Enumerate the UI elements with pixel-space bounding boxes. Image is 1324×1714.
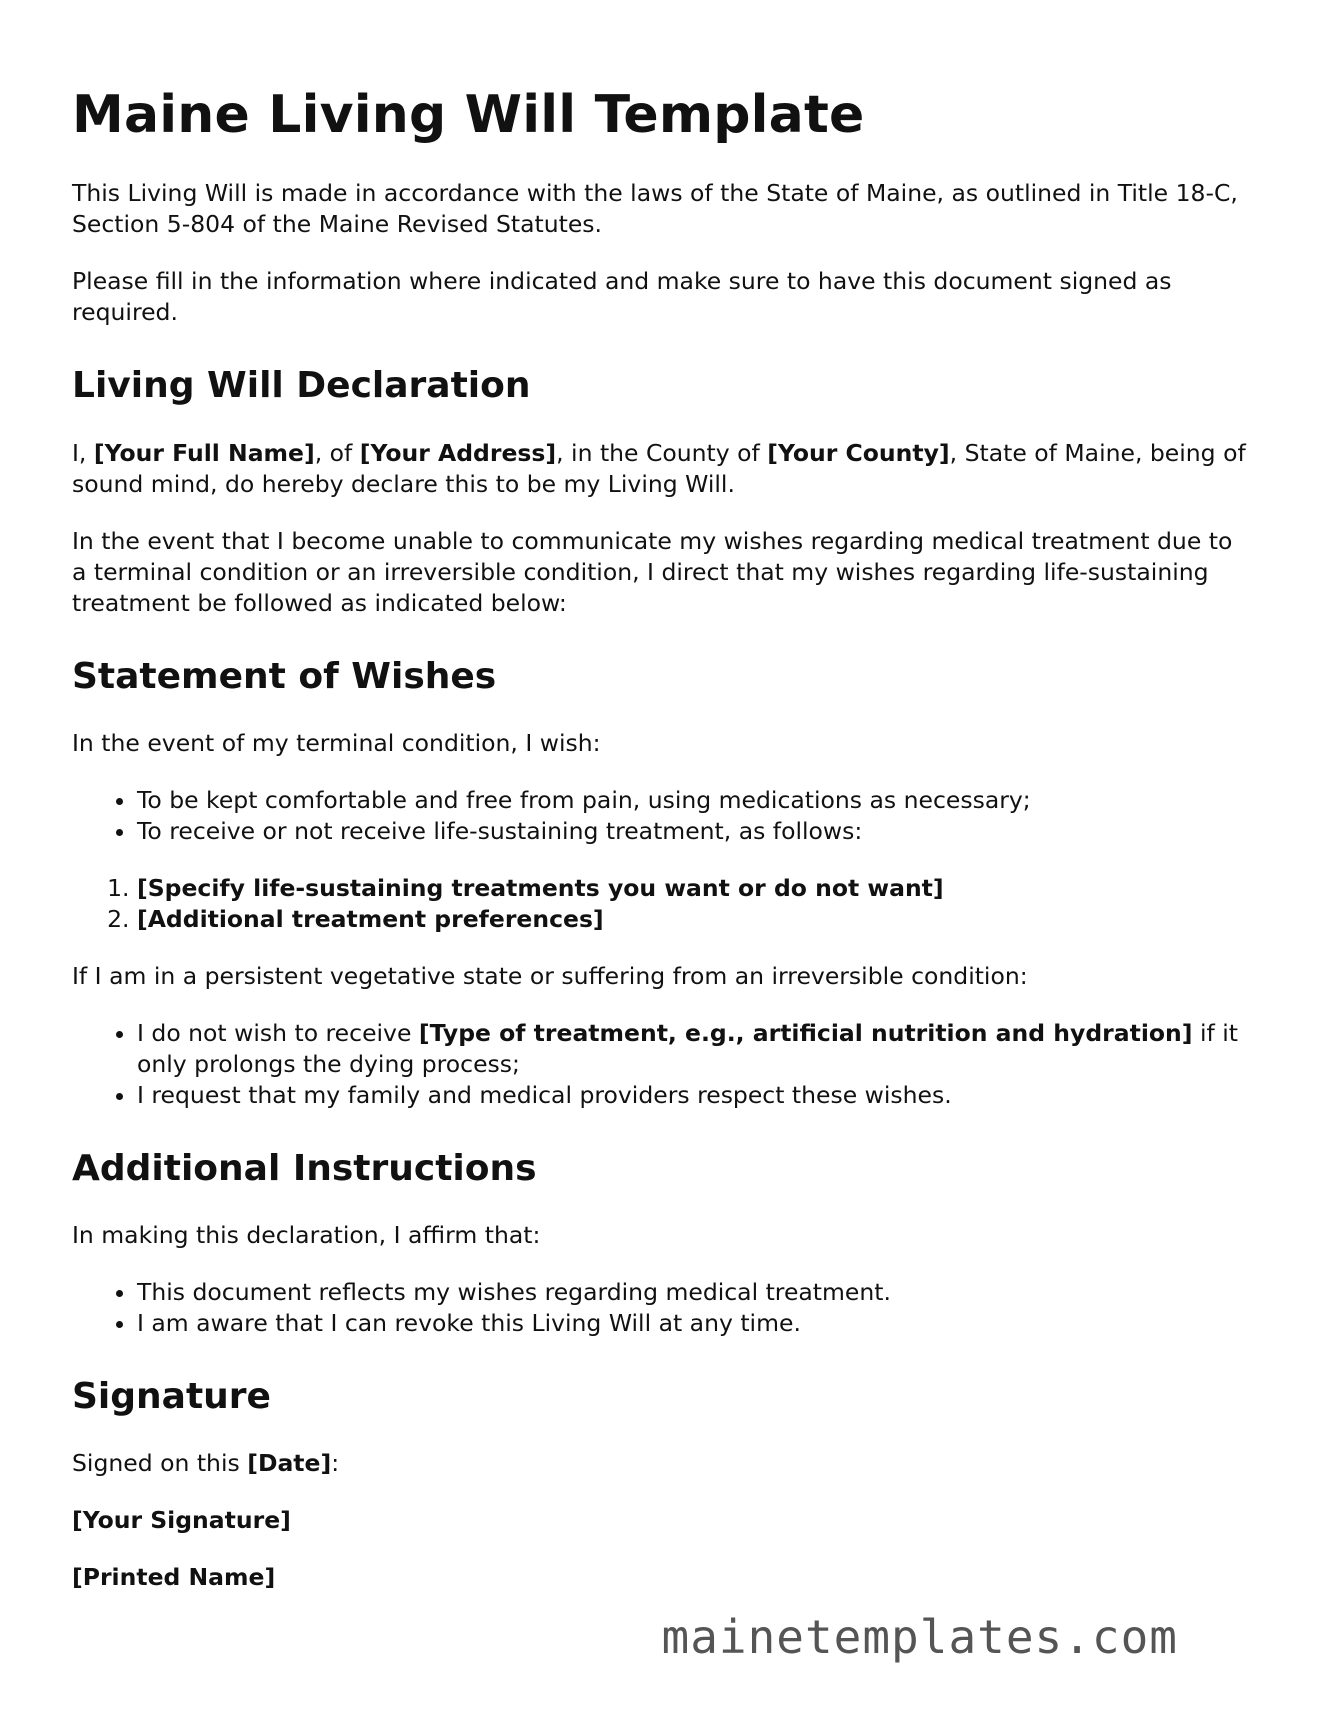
- list-item: [137, 1018, 1252, 1080]
- wishes-heading: Statement of Wishes: [72, 655, 497, 697]
- county-field: [Your County]: [767, 438, 950, 467]
- list-item: • I am aware that I can revoke this Living Will at any time.: [137, 1308, 1252, 1339]
- signed-on-text: Signed on this: [72, 1449, 248, 1478]
- treatment-preferences-field: [Additional treatment preferences]: [137, 904, 604, 933]
- treatment-field: [Specify life-sustaining treatments you want or do not want]: [137, 873, 944, 902]
- signature-field: [Your Signature]: [72, 1506, 291, 1535]
- list-item: • To be kept comfortable and free from pain, using medications as necessary;: [137, 785, 1252, 816]
- date-field: [Date]: [247, 1449, 332, 1478]
- declaration-text: , State of Maine, being of sound mind, do hereby declare this to be my Living Will.: [72, 438, 1246, 498]
- address-field: [Your Address]: [359, 438, 557, 467]
- list-item: • To receive or not receive life-sustaining treatment, as follows:: [137, 816, 1252, 847]
- page-title: Maine Living Will Template: [72, 85, 865, 145]
- treatment-type-field: [Type of treatment, e.g., artificial nutrition and hydration]: [418, 1018, 1193, 1047]
- declaration-paragraph-1: [72, 438, 1252, 500]
- list-item: [137, 904, 1252, 935]
- signature-line: [72, 1505, 1252, 1536]
- list-item: • This document reflects my wishes regarding medical treatment.: [137, 1277, 1252, 1308]
- printed-name-line: [72, 1562, 1252, 1593]
- signed-on-line: [72, 1448, 1252, 1479]
- terminal-bullet-list: [72, 785, 1252, 847]
- declaration-text: , of: [314, 438, 360, 467]
- declaration-text: , in the County of: [556, 438, 768, 467]
- document-page: [72, 84, 1252, 1619]
- full-name-field: [Your Full Name]: [93, 438, 315, 467]
- declaration-paragraph-2: In the event that I become unable to communicate my wishes regarding medical treatment due to a terminal condition or an irreversible condition, I direct that my wishes regarding life-sustaining treatment be followed as indicated below:: [72, 526, 1233, 617]
- declaration-heading: Living Will Declaration: [72, 365, 531, 407]
- intro-paragraph-1: This Living Will is made in accordance with the laws of the State of Maine, as outlined in Title 18-C, Section 5-804 of the Maine Revised Statutes.: [72, 179, 1238, 239]
- additional-intro: In making this declaration, I affirm that:: [72, 1220, 541, 1249]
- terminal-intro: In the event of my terminal condition, I wish:: [72, 728, 601, 757]
- watermark: mainetemplates.com: [661, 1610, 1178, 1664]
- list-text: if it only prolongs the dying process;: [137, 1018, 1238, 1078]
- printed-name-field: [Printed Name]: [72, 1563, 276, 1592]
- list-text: I do not wish to receive: [137, 1018, 419, 1047]
- pvs-bullet-list: [72, 1018, 1252, 1111]
- pvs-intro: If I am in a persistent vegetative state or suffering from an irreversible condition:: [72, 961, 1028, 990]
- treatment-numbered-list: [72, 873, 1252, 935]
- list-item: [137, 873, 1252, 904]
- signature-heading: Signature: [72, 1375, 271, 1417]
- intro-paragraph-2: Please fill in the information where indicated and make sure to have this document signed as required.: [72, 267, 1172, 327]
- declaration-text: I,: [72, 438, 94, 467]
- additional-heading: Additional Instructions: [72, 1147, 537, 1189]
- signed-on-colon: :: [331, 1449, 340, 1478]
- list-item: • I request that my family and medical providers respect these wishes.: [137, 1080, 1252, 1111]
- additional-bullet-list: [72, 1277, 1252, 1339]
